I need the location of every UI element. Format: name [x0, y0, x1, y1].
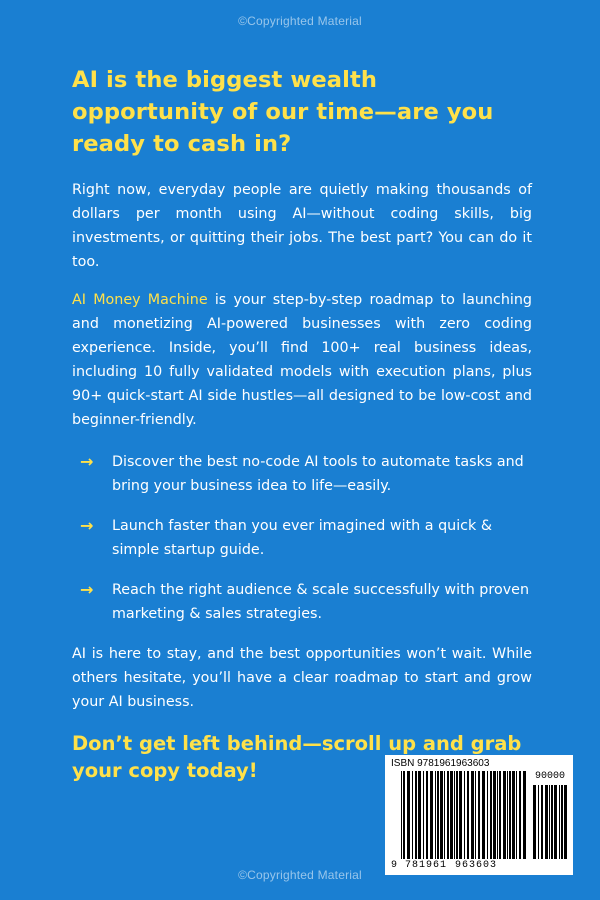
isbn-barcode — [385, 755, 573, 875]
feature-item — [72, 450, 532, 498]
feature-list — [72, 450, 532, 626]
arrow-right-icon: → — [80, 452, 94, 471]
arrow-right-icon: → — [80, 580, 94, 599]
feature-item — [72, 514, 532, 562]
headline: AI is the biggest wealth opportunity of our time—are you ready to cash in? — [72, 67, 494, 157]
arrow-right-icon: → — [80, 516, 94, 535]
barcode-right-digits: 963603 — [455, 860, 498, 871]
description-text: is your step-by-step roadmap to launching and monetizing AI-powered businesses with zero coding experience. Inside, you’ll find 100+ real business ideas, including 10 fully validated models with execution plans, plus 90+ quick-start AI side hustles—all designed to be low-cost and beginner-friendly. — [72, 292, 532, 428]
feature-text: Discover the best no-code AI tools to automate tasks and bring your business idea to life—easily. — [112, 454, 524, 494]
description-paragraph — [72, 288, 532, 432]
book-title: AI Money Machine — [72, 292, 208, 308]
call-to-action: Don’t get left behind—scroll up and grab your copy today! — [72, 732, 522, 782]
isbn-label: ISBN 9781961963603 — [391, 758, 490, 769]
barcode-addon-digits: 90000 — [535, 771, 566, 782]
copyright-watermark-top: ©Copyrighted Material — [238, 14, 362, 28]
closing-paragraph: AI is here to stay, and the best opportunities won’t wait. While others hesitate, you’ll have a clear roadmap to start and grow your AI business. — [72, 646, 532, 710]
feature-text: Reach the right audience & scale successfully with proven marketing & sales strategies. — [112, 582, 530, 622]
feature-item — [72, 578, 532, 626]
back-cover-content — [72, 64, 532, 784]
barcode-lead-digit: 9 — [391, 860, 398, 871]
intro-paragraph: Right now, everyday people are quietly making thousands of dollars per month using AI—without coding skills, big investments, or quitting their jobs. The best part? You can do it too. — [72, 182, 532, 270]
copyright-watermark-bottom: ©Copyrighted Material — [238, 868, 362, 882]
barcode-left-digits: 781961 — [405, 860, 448, 871]
feature-text: Launch faster than you ever imagined with a quick & simple startup guide. — [112, 518, 493, 558]
